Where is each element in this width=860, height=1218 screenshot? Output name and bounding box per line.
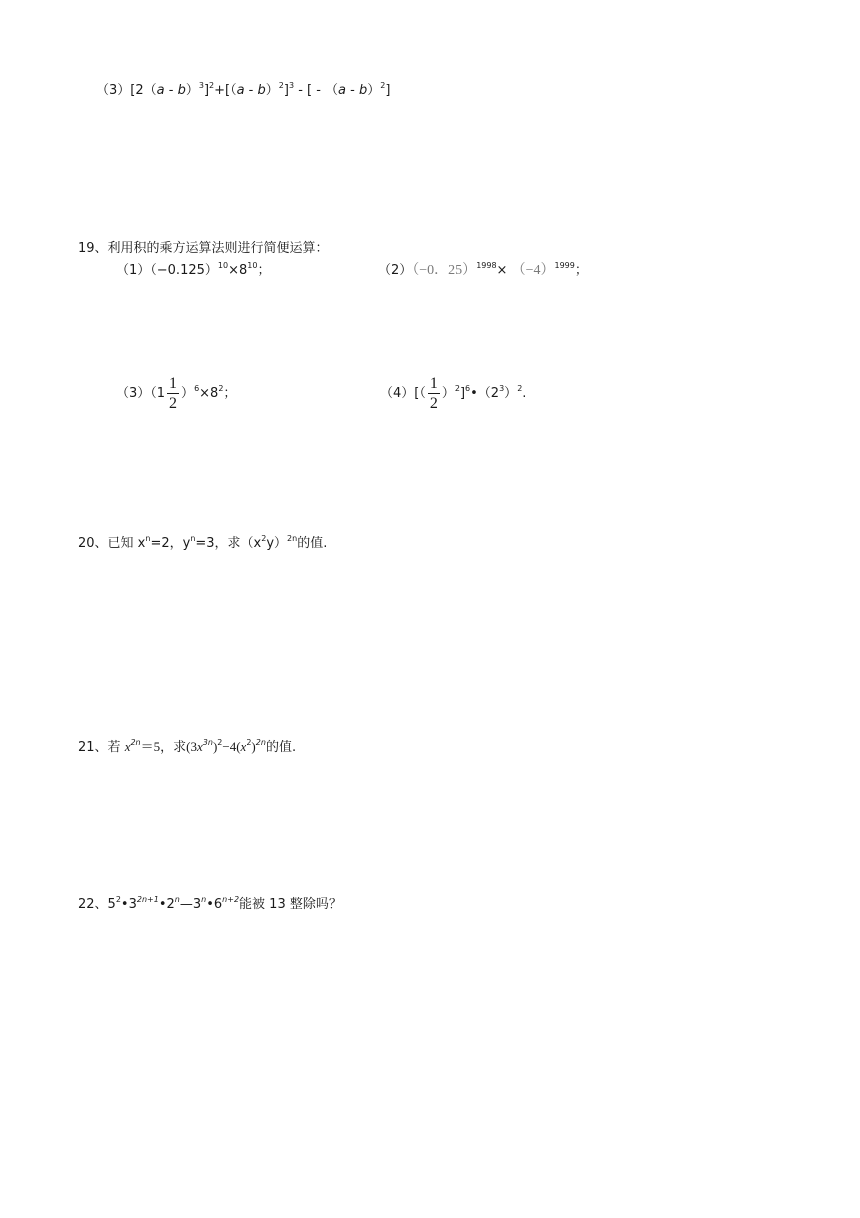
fraction-one-half: $\frac{1}{2}$ (429, 375, 438, 412)
q18-part3: （3）[2（a - b）$^3$]$^2$+[（a - b）$^2$]$^3$ - [ - （a - b）$^2$] (96, 81, 391, 98)
q19-part1: $(1)(-0.125)^{10}\times 8^{10}$； (116, 261, 271, 278)
q18-part3-label: （3） (96, 83, 131, 98)
q19-part4: （4）[（ $\frac{1}{2}$ ）$^2]^6•(2^3)^2$. (380, 375, 527, 412)
q20: 20、已知 $x^n=2$，$y^n=3$，求$(x^2y)^{2n}$的值. (78, 534, 328, 551)
q19-part3: （3）（1 $\frac{1}{2}$ ）$^6\times 8^2$； (116, 375, 237, 412)
q21: 21、若 $x^{2n}=5$，求$(3x^{3n})^2-4(x^2)^{2n}$的值. (78, 738, 297, 755)
q19-title: 19、利用积的乘方运算法则进行简便运算： (78, 241, 329, 256)
q19-part2: （2）（−0．$25)^{1998}\times (-4)^{1999}$； (378, 261, 588, 278)
q18-part3-text: [2（ (130, 83, 157, 98)
fraction-one-half: $\frac{1}{2}$ (169, 375, 178, 412)
q22: 22、$5^2•3^{2n+1}•2^n—3^n•6^{n+2}$能被 13 整除吗？ (78, 895, 342, 912)
